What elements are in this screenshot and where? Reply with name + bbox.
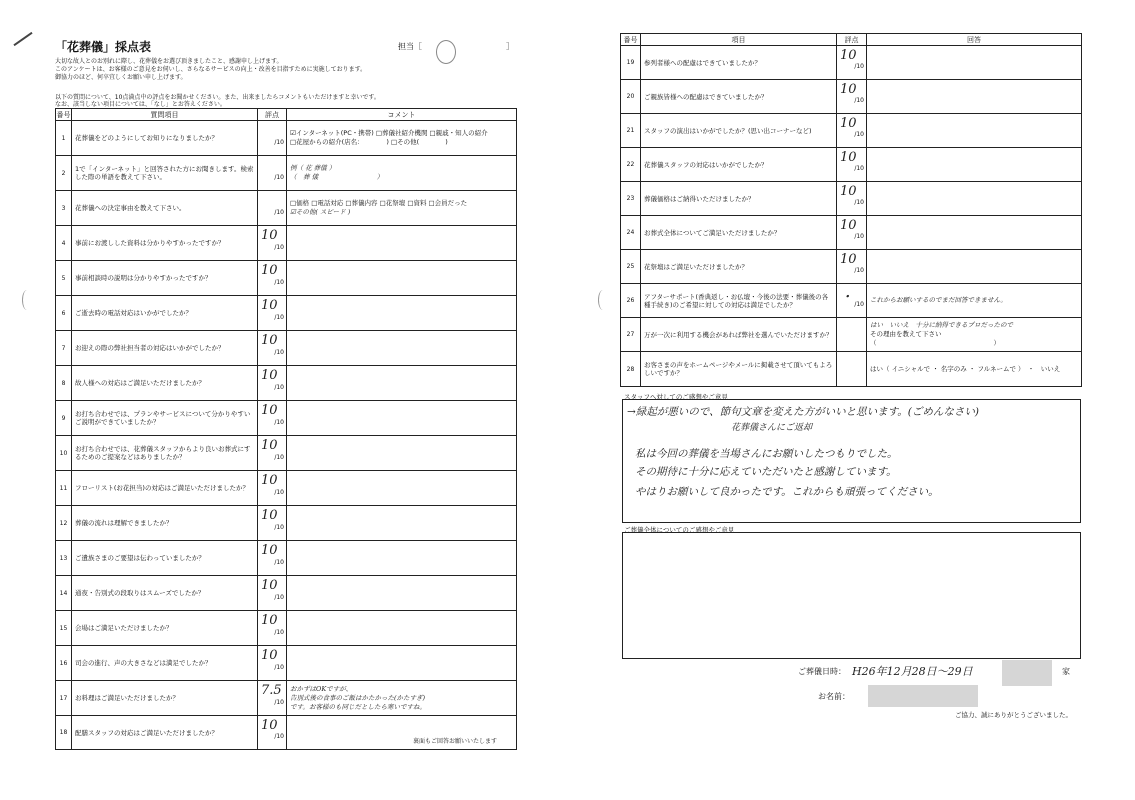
score-cell [258, 681, 287, 716]
handwritten-score: 10 [840, 252, 857, 267]
comment-cell [867, 80, 1082, 114]
table-row [621, 148, 1082, 182]
binder-hole [598, 290, 608, 310]
table-row [56, 506, 517, 541]
comment-cell [867, 352, 1082, 387]
score-cell [258, 191, 287, 226]
question-text: お葬式全体についてご満足いただけましたか？ [641, 216, 837, 250]
handwritten-score: 10 [840, 218, 857, 233]
score-cell [258, 436, 287, 471]
table-row [621, 182, 1082, 216]
question-text: フローリスト(お花担当)の対応はご満足いただけましたか？ [72, 471, 258, 506]
score-cell [258, 366, 287, 401]
score-denominator: /10 [274, 699, 284, 706]
score-denominator: /10 [854, 267, 864, 274]
row-number: 23 [621, 182, 641, 216]
staff-feedback-line: →緑起が悪いので、節句文章を変えた方がいいと思います。(ごめんなさい) [627, 406, 979, 418]
staff-feedback-line: 花葬儀さんにご返却 [731, 423, 813, 433]
table-row [621, 114, 1082, 148]
intro-line: このアンケートは、お客様のご意見をお伺いし、さらなるサービスの向上・改善を目指すために実施しております。 [55, 66, 367, 73]
comment-line: □花屋からの紹介(店名： ) □その他( ) [290, 138, 448, 146]
question-text: 参列者様への配慮はできていましたか？ [641, 46, 837, 80]
thanks-text: ご協力、誠にありがとうございました。 [955, 711, 1072, 719]
question-text: 花葬儀への決定事由を教えて下さい。 [72, 191, 258, 226]
staff-feedback-line: 私は今回の葬儀を当場さんにお願いしたつもりでした。 [635, 448, 898, 460]
score-cell [258, 401, 287, 436]
overall-feedback-label: ご葬儀全体についてのご感想やご意見 [624, 526, 735, 534]
handwritten-score: 10 [261, 403, 278, 418]
comment-line: □価格 □電話対応 □葬儀内容 □花祭壇 □資料 □会員だった [290, 199, 468, 207]
score-cell [258, 226, 287, 261]
table-row [621, 284, 1082, 318]
table-row [56, 191, 517, 226]
comment-cell [287, 121, 517, 156]
question-text: 司会の進行、声の大きさなどは満足でしたか？ [72, 646, 258, 681]
question-text: スタッフの演出はいかがでしたか？(思い出コーナーなど) [641, 114, 837, 148]
question-text: ご親族皆様への配慮はできていましたか？ [641, 80, 837, 114]
score-cell [258, 611, 287, 646]
row-number: 22 [621, 148, 641, 182]
question-text: 会場はご満足いただけましたか？ [72, 611, 258, 646]
row-number: 25 [621, 250, 641, 284]
binder-hole [22, 290, 32, 310]
staff-in-charge-close: ］ [506, 42, 514, 51]
score-denominator: /10 [274, 174, 284, 181]
survey-table-back [620, 33, 1082, 387]
row-number: 4 [56, 226, 72, 261]
handwritten-score: 10 [261, 263, 278, 278]
header-item: 質問項目 [72, 109, 258, 121]
table-row [56, 471, 517, 506]
score-denominator: /10 [854, 63, 864, 70]
comment-cell [867, 318, 1082, 352]
table-row [56, 611, 517, 646]
row-number: 18 [56, 716, 72, 750]
table-row [56, 366, 517, 401]
score-denominator: /10 [854, 301, 864, 308]
handwritten-score: 10 [261, 473, 278, 488]
question-text: お打ち合わせでは、プランやサービスについて分かりやすいご説明ができていましたか？ [72, 401, 258, 436]
comment-line: です。お客様のも同じだとしたら寒いですね。 [290, 702, 426, 711]
handwritten-score: 10 [261, 228, 278, 243]
row-number: 15 [56, 611, 72, 646]
table-row [621, 318, 1082, 352]
comment-cell [287, 436, 517, 471]
question-text: 花祭壇はご満足いただけましたか？ [641, 250, 837, 284]
score-cell [837, 114, 867, 148]
comment-cell [287, 366, 517, 401]
row-number: 19 [621, 46, 641, 80]
question-text: お料理はご満足いただけましたか？ [72, 681, 258, 716]
question-text: 葬儀の流れは理解できましたか？ [72, 506, 258, 541]
comment-line: （ 葬 儀 ） [290, 173, 384, 181]
question-text: 配膳スタッフの対応はご満足いただけましたか？ [72, 716, 258, 750]
table-row [56, 121, 517, 156]
question-text: 通夜・告別式の段取りはスムーズでしたか？ [72, 576, 258, 611]
header-answer: 回答 [867, 34, 1082, 46]
score-denominator: /10 [854, 165, 864, 172]
staff-feedback-line: その期待に十分に応えていただいたと感謝しています。 [635, 466, 897, 478]
handwritten-score: 10 [261, 368, 278, 383]
instruction-line: なお、該当しない項目については、「なし」とお答えください。 [55, 101, 226, 108]
table-row [621, 216, 1082, 250]
question-text: 故人様への対応はご満足いただけましたか？ [72, 366, 258, 401]
score-denominator: /10 [854, 97, 864, 104]
score-denominator: /10 [274, 559, 284, 566]
comment-line: （ ） [870, 339, 1000, 347]
handwritten-score: ・ [840, 290, 854, 305]
question-text: お打ち合わせでは、花葬儀スタッフからより良いお葬式にするためのご提案などはありましたか？ [72, 436, 258, 471]
comment-cell [287, 471, 517, 506]
name-label: お名前： [818, 692, 850, 701]
table-row [56, 261, 517, 296]
row-number: 11 [56, 471, 72, 506]
row-number: 10 [56, 436, 72, 471]
comment-cell [287, 331, 517, 366]
handwritten-score: 10 [261, 543, 278, 558]
row-number: 16 [56, 646, 72, 681]
comment-cell [867, 182, 1082, 216]
score-cell [837, 250, 867, 284]
intro-line: 大切な故人とのお別れに際し、花葬儀をお選び頂きましたこと、感謝申し上げます。 [55, 58, 283, 65]
handwritten-score: 10 [261, 578, 278, 593]
intro-text [55, 58, 525, 82]
table-row [56, 226, 517, 261]
score-cell [837, 352, 867, 387]
table-row [56, 681, 517, 716]
score-denominator: /10 [274, 244, 284, 251]
row-number: 1 [56, 121, 72, 156]
staff-feedback-box [622, 399, 1081, 523]
row-number: 14 [56, 576, 72, 611]
score-denominator: /10 [274, 209, 284, 216]
comment-cell [867, 46, 1082, 80]
handwritten-score: 10 [261, 718, 278, 733]
row-number: 26 [621, 284, 641, 318]
question-text: お客さまの声をホームページやメールに掲載させて頂いてもよろしいですか？ [641, 352, 837, 387]
score-cell [258, 716, 287, 750]
comment-line: おかずはOKですが、 [290, 684, 353, 693]
handwritten-score: 10 [840, 184, 857, 199]
comment-cell [287, 156, 517, 191]
row-number: 17 [56, 681, 72, 716]
handwritten-score: 10 [840, 116, 857, 131]
comment-line: 例（ 花 葬儀 ） [290, 164, 336, 172]
overall-feedback-box [622, 532, 1081, 659]
score-cell [837, 216, 867, 250]
handwritten-score: 10 [261, 613, 278, 628]
score-denominator: /10 [274, 733, 284, 740]
score-cell [837, 318, 867, 352]
table-row [56, 576, 517, 611]
header-comment: コメント [287, 109, 517, 121]
row-number: 8 [56, 366, 72, 401]
comment-line: これからお願いするのでまだ回答できません。 [870, 296, 1007, 304]
handwritten-score: 10 [840, 150, 857, 165]
survey-title: 「花葬儀」採点表 [55, 40, 152, 54]
comment-cell [287, 226, 517, 261]
handwritten-score: 10 [840, 82, 857, 97]
comment-cell [867, 250, 1082, 284]
score-denominator: /10 [274, 524, 284, 531]
score-cell [258, 541, 287, 576]
instruction-text [55, 94, 525, 108]
table-row [56, 436, 517, 471]
score-denominator: /10 [274, 594, 284, 601]
question-text: 花葬儀をどのようにしてお知りになりましたか？ [72, 121, 258, 156]
score-cell [837, 148, 867, 182]
funeral-date-value: H26年12月28日〜29日 [852, 665, 973, 678]
score-cell [837, 284, 867, 318]
question-text: お迎えの際の弊社担当者の対応はいかがでしたか？ [72, 331, 258, 366]
comment-cell [867, 284, 1082, 318]
handwritten-score: 10 [261, 508, 278, 523]
handwritten-score: 10 [261, 648, 278, 663]
table-row [621, 352, 1082, 387]
comment-cell [287, 261, 517, 296]
comment-line: その理由を教えて下さい [870, 330, 942, 338]
question-text: 万が一次に利用する機会があれば弊社を選んでいただけますか？ [641, 318, 837, 352]
row-number: 12 [56, 506, 72, 541]
table-row [621, 80, 1082, 114]
score-denominator: /10 [854, 233, 864, 240]
redacted-family-name [1002, 660, 1052, 686]
table-row [56, 646, 517, 681]
score-denominator: /10 [274, 384, 284, 391]
handwritten-score: 7.5 [261, 683, 282, 698]
row-number: 3 [56, 191, 72, 226]
survey-table-front [55, 108, 517, 750]
comment-cell [287, 401, 517, 436]
score-denominator: /10 [854, 199, 864, 206]
comment-cell [867, 216, 1082, 250]
question-text: 花葬儀スタッフの対応はいかがでしたか？ [641, 148, 837, 182]
intro-line: 御協力のほど、何卒宜しくお願い申し上げます。 [55, 74, 187, 81]
header-score: 評点 [837, 34, 867, 46]
comment-cell [287, 541, 517, 576]
staff-feedback-label: スタッフへ対してのご感想やご意見 [624, 393, 728, 401]
comment-line: はい いいえ 十分に納得できるプロだったので [870, 321, 1013, 329]
staff-in-charge-label: 担当［ [398, 42, 422, 51]
score-denominator: /10 [274, 664, 284, 671]
handwritten-score: 10 [261, 298, 278, 313]
question-text: 事前にお渡しした資料は分かりやすかったですか？ [72, 226, 258, 261]
question-text: 事前相談時の説明は分かりやすかったですか？ [72, 261, 258, 296]
table-row [621, 46, 1082, 80]
comment-line: ☑インターネット(PC・携帯) □葬儀社紹介機関 □親戚・知人の紹介 [290, 129, 488, 137]
table-row [56, 401, 517, 436]
table-row [621, 250, 1082, 284]
row-number: 2 [56, 156, 72, 191]
comment-line: ☑その他( スピード ) [290, 208, 351, 216]
table-row [56, 296, 517, 331]
row-number: 6 [56, 296, 72, 331]
score-denominator: /10 [274, 139, 284, 146]
score-cell [258, 121, 287, 156]
comment-cell [287, 681, 517, 716]
row-number: 21 [621, 114, 641, 148]
score-denominator: /10 [274, 419, 284, 426]
comment-line: はい（ イニシャルで ・ 名字のみ ・ フルネームで ） ・ いいえ [870, 364, 1061, 373]
header-num: 番号 [621, 34, 641, 46]
score-cell [258, 471, 287, 506]
question-text: ご遺族さまのご要望は伝わっていましたか？ [72, 541, 258, 576]
score-cell [837, 46, 867, 80]
funeral-date-label: ご葬儀日時： [798, 667, 846, 676]
question-text: 葬儀価格はご納得いただけましたか？ [641, 182, 837, 216]
family-suffix: 家 [1062, 667, 1070, 676]
comment-cell [287, 191, 517, 226]
score-denominator: /10 [274, 279, 284, 286]
score-cell [258, 296, 287, 331]
row-number: 9 [56, 401, 72, 436]
header-item: 項目 [641, 34, 837, 46]
score-cell [258, 261, 287, 296]
staff-feedback-line: やはりお願いして良かったです。これからも頑張ってください。 [635, 486, 939, 498]
comment-cell [287, 576, 517, 611]
question-text: アフターサポート(香典返し・お仏壇・今後の法要・葬儀後の各種手続き)のご希望に対しての対応は満足でしたか？ [641, 284, 837, 318]
table-row [56, 156, 517, 191]
table-row [56, 541, 517, 576]
score-denominator: /10 [274, 349, 284, 356]
question-text: ご逝去時の電話対応はいかがでしたか？ [72, 296, 258, 331]
instruction-line: 以下の質問について、10点満点中の評点をお聞かせください。また、出来ましたらコメントもいただけますと幸いです。 [55, 94, 380, 101]
score-denominator: /10 [274, 489, 284, 496]
score-cell [258, 506, 287, 541]
score-cell [837, 80, 867, 114]
comment-cell [867, 148, 1082, 182]
comment-cell [287, 506, 517, 541]
row-number: 5 [56, 261, 72, 296]
comment-cell [287, 611, 517, 646]
footnote: 裏面もご回答お願いいたします [413, 738, 498, 745]
row-number: 24 [621, 216, 641, 250]
comment-cell [287, 296, 517, 331]
score-denominator: /10 [274, 629, 284, 636]
comment-cell [867, 114, 1082, 148]
header-num: 番号 [56, 110, 71, 119]
score-cell [258, 331, 287, 366]
row-number: 20 [621, 80, 641, 114]
comment-cell [287, 646, 517, 681]
question-text: 1で「インターネット」と回答された方にお聞きします。検索した際の単語を教えて下さい。 [72, 156, 258, 191]
score-cell [258, 156, 287, 191]
score-denominator: /10 [274, 314, 284, 321]
handwritten-score: 10 [261, 438, 278, 453]
handwritten-score: 10 [261, 333, 278, 348]
header-score: 評点 [258, 109, 287, 121]
row-number: 7 [56, 331, 72, 366]
table-row [56, 331, 517, 366]
score-denominator: /10 [274, 454, 284, 461]
score-cell [258, 576, 287, 611]
row-number: 27 [621, 318, 641, 352]
score-cell [837, 182, 867, 216]
row-number: 13 [56, 541, 72, 576]
score-denominator: /10 [854, 131, 864, 138]
score-cell [258, 646, 287, 681]
comment-line: 告別式後の食事のご飯はかたかった(かたすぎ) [290, 693, 426, 702]
redacted-name [868, 685, 978, 707]
handwritten-score: 10 [840, 48, 857, 63]
row-number: 28 [621, 352, 641, 387]
